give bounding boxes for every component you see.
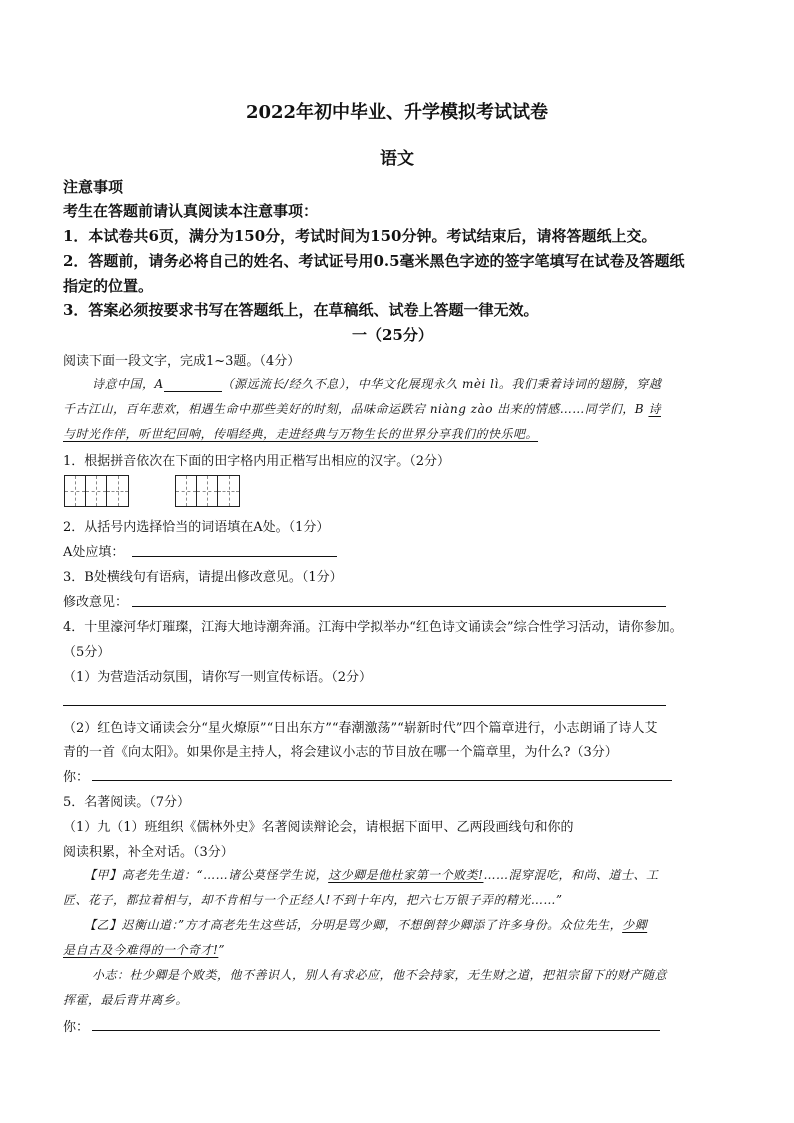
question-5: 5．名著阅读。（7分） [63, 795, 191, 810]
q4-1-answer-line[interactable] [63, 705, 666, 706]
excerpt-yi-underlined-start: 少卿 [622, 918, 648, 932]
notice-intro: 考生在答题前请认真阅读本注意事项： [63, 202, 319, 220]
tianzige-cell[interactable] [197, 476, 218, 506]
notice-item-2: 2．答题前，请务必将自己的姓名、考试证号用0.5毫米黑色字迹的签字笔填写在试卷及答题纸 [63, 252, 685, 270]
question-4: 4．十里濠河华灯璀璨，江海大地诗潮奔涌。江海中学拟举办“红色诗文诵读会”综合性学习活动，请你参加。 [63, 620, 683, 635]
question-5-1-line-1: （1）九（1）班组织《儒林外史》名著阅读辩论会，请根据下面甲、乙两段画线句和你的 [63, 820, 574, 835]
xiaozhi-line-2: 挥霍，最后背井离乡。 [63, 993, 189, 1007]
excerpt-yi-underlined: 是自古及今难得的一个奇才! [63, 943, 219, 957]
passage-line-1 [92, 375, 661, 392]
exam-title: 2022年初中毕业、升学模拟考试试卷 [245, 102, 549, 123]
question-5-1-line-2: 阅读积累，补全对话。（3分） [63, 845, 234, 860]
notice-item-3: 3．答案必须按要求书写在答题纸上，在草稿纸、试卷上答题一律无效。 [63, 301, 539, 319]
excerpt-yi-line-2 [63, 941, 225, 958]
question-4-score: （5分） [63, 645, 111, 660]
excerpt-jia-b: ……混穿混吃，和尚、道士、工 [483, 868, 659, 882]
question-3: 3．B处横线句有语病，请提出修改意见。（1分） [63, 570, 343, 585]
excerpt-yi-line-1 [84, 916, 647, 933]
excerpt-yi-a: 【乙】迟衡山道：”方才高老先生这些话，分明是骂少卿，不想倒替少卿添了许多身份。众位先生， [84, 918, 623, 932]
question-4-1: （1）为营造活动氛围，请你写一则宣传标语。（2分） [63, 670, 373, 685]
tianzige-cell[interactable] [65, 476, 86, 506]
tianzige-cell[interactable] [107, 476, 128, 506]
notice-heading: 注意事项 [63, 178, 124, 196]
q5-1-answer-line[interactable] [92, 1030, 660, 1031]
passage-line-1-b: （源远流长/经久不息），中华文化展现永久 mèi lì。我们秉着诗词的翅膀，穿越 [221, 377, 662, 391]
excerpt-jia-a: 【甲】高老先生道：“……诸公莫怪学生说， [84, 868, 329, 882]
question-2: 2．从括号内选择恰当的词语填在A处。（1分） [63, 520, 330, 535]
passage-line-2-a: 千古江山，百年悲欢，相遇生命中那些美好的时刻，品味命运跌宕 niàng zào 出来的情感……同学们，B [63, 402, 645, 416]
q4-2-answer-line[interactable] [92, 780, 672, 781]
excerpt-jia-line-2: 匠、花子，都拉着相与，却不肯相与一个正经人!不到十年内，把六七万银子弄的精光……” [63, 893, 563, 907]
question-4-2-line-2: 青的一首《向太阳》。如果你是主持人，将会建议小志的节目放在哪一个篇章里，为什么?（3分） [63, 745, 618, 760]
q2-answer-line[interactable] [132, 556, 337, 557]
tianzige-grid-1[interactable] [64, 475, 129, 507]
q3-answer-line[interactable] [132, 606, 666, 607]
excerpt-yi-end: ” [218, 943, 225, 957]
notice-item-2-cont: 指定的位置。 [63, 277, 154, 295]
question-4-2-line-1: （2）红色诗文诵读会分“星火燎原”“日出东方”“春潮激荡”“崭新时代”四个篇章进行，小志朗诵了诗人艾 [63, 721, 658, 736]
passage-underlined-b-start: 诗 [648, 402, 661, 416]
section-heading: 一（25分） [352, 326, 433, 344]
exam-subject: 语文 [380, 149, 414, 169]
excerpt-jia-line-1 [84, 866, 658, 883]
reading-intro: 阅读下面一段文字，完成1~3题。（4分） [63, 354, 301, 369]
passage-underlined-b: 与时光作伴，听世纪回响，传唱经典，走进经典与万物生长的世界分享我们的快乐吧。 [63, 427, 539, 441]
tianzige-cell[interactable] [86, 476, 107, 506]
q3-answer-label: 修改意见： [63, 595, 129, 610]
q5-1-answer-label: 你： [63, 1020, 90, 1035]
q4-2-answer-label: 你： [63, 770, 90, 785]
tianzige-cell[interactable] [176, 476, 197, 506]
notice-item-1: 1．本试卷共6页，满分为150分，考试时间为150分钟。考试结束后，请将答题纸上交。 [63, 227, 657, 245]
question-1: 1．根据拼音依次在下面的田字格内用正楷写出相应的汉字。（2分） [63, 454, 451, 469]
q2-answer-label: A处应填： [63, 545, 125, 560]
passage-line-2 [63, 400, 661, 417]
tianzige-cell[interactable] [218, 476, 239, 506]
blank-a[interactable] [164, 377, 222, 392]
xiaozhi-line-1: 小志：杜少卿是个败类，他不善识人，别人有求必应，他不会持家，无生财之道，把祖宗留下的财产随意 [92, 968, 668, 982]
excerpt-jia-underlined: 这少卿是他杜家第一个败类! [328, 868, 484, 882]
tianzige-grid-2[interactable] [175, 475, 240, 507]
passage-line-1-a: 诗意中国，A [92, 377, 164, 391]
